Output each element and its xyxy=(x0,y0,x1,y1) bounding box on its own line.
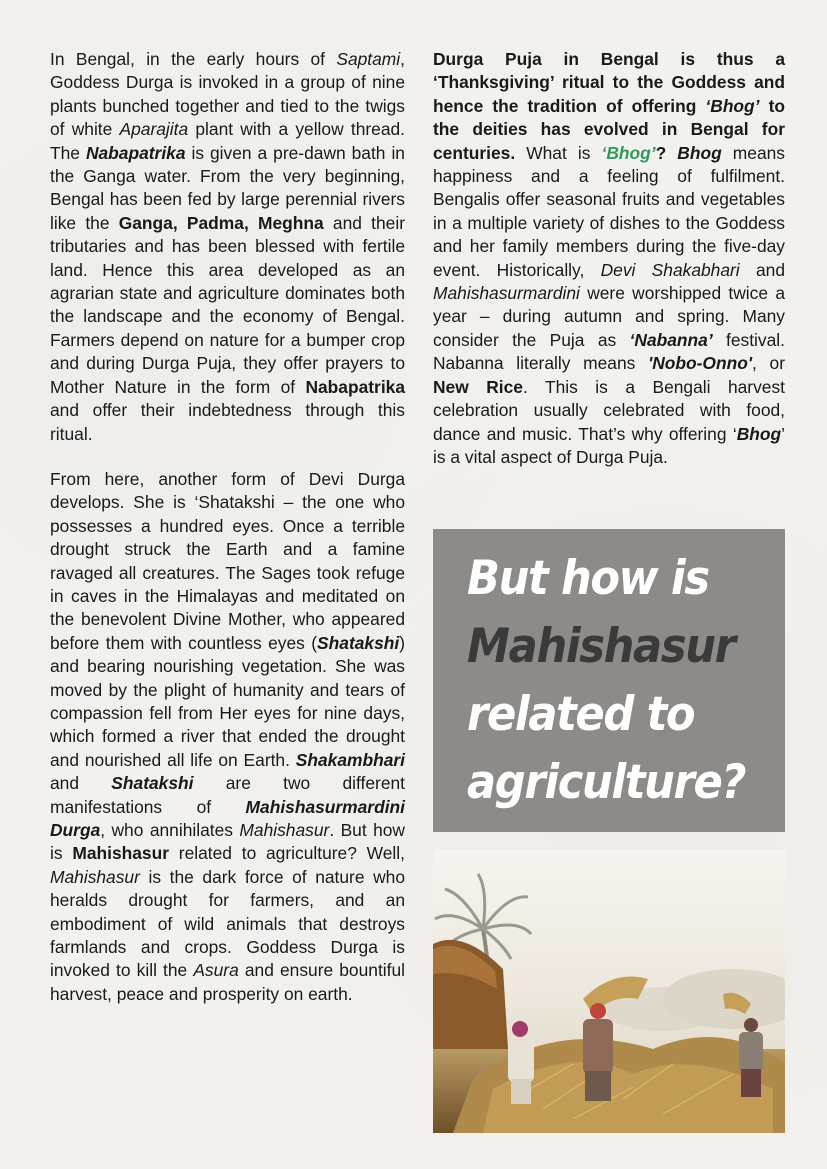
pull-quote-line-4: agriculture? xyxy=(467,755,746,810)
pull-quote-line-3: related to xyxy=(467,687,695,742)
paragraph-shatakshi: From here, another form of Devi Durga develops. She is ‘Shatakshi – the one who possesses a hundred eyes. Once a terrible drought struck the Earth and a famine ravaged all creatures. The Sages took refuge in caves in the Himalayas and meditated on the benevolent Divine Mother, who appeared before them with countless eyes (Shatakshi) and bearing nourishing vegetation. She was moved by the plight of humanity and tears of compassion fell from Her eyes for nine days, which formed a river that ended the drought and nourished all life on Earth. Shakambhari and Shatakshi are two different manifestations of Mahishasurmardini Durga, who annihilates Mahishasur. But how is Mahishasur related to agriculture? Well, Mahishasur is the dark force of nature who heralds drought for farmers, and an embodiment of wild animals that destroys farmlands and crops. Goddess Durga is invoked to kill the Asura and ensure bountiful harvest, peace and prosperity on earth. xyxy=(50,468,406,1004)
paragraph-bhog: Durga Puja in Bengal is thus a ‘Thanksgiving’ ritual to the Goddess and hence the tradition of offering ‘Bhog’ to the deities has evolved in Bengal for centuries. What is ‘Bhog’? Bhog means happiness and a feeling of fulfilment. Bengalis offer seasonal fruits and vegetables in a multiple variety of dishes to the Goddess and her family members during the five-day event. Historically, Devi Shakabhari and Mahishasurmardini were worshipped twice a year – during autumn and spring. Many consider the Puja as ‘Nabanna’ festival. Nabanna literally means 'Nobo-Onno', or New Rice. This is a Bengali harvest celebration usually celebrated with food, dance and music. That’s why offering ‘Bhog’ is a vital aspect of Durga Puja. xyxy=(433,49,786,467)
right-column xyxy=(433,48,785,469)
pull-quote-line-2: Mahishasur xyxy=(467,619,735,674)
pull-quote-box xyxy=(433,529,785,832)
left-column xyxy=(50,48,405,1006)
harvest-photo xyxy=(433,849,785,1133)
pull-quote-line-1: But how is xyxy=(467,551,709,606)
paragraph-nabapatrika: In Bengal, in the early hours of Saptami, Goddess Durga is invoked in a group of nine plants bunched together and tied to the twigs of white Aparajita plant with a yellow thread. The Nabapatrika is given a pre-dawn bath in the Ganga water. From the very beginning, Bengal has been fed by large perennial rivers like the Ganga, Padma, Meghna and their tributaries and has been blessed with fertile land. Hence this area developed as an agrarian state and agriculture dominates both the landscape and the economy of Bengal. Farmers depend on nature for a bumper crop and during Durga Puja, they offer prayers to Mother Nature in the form of Nabapatrika and offer their indebtedness through this ritual. xyxy=(50,49,406,444)
harvest-scene-illustration xyxy=(433,849,785,1133)
